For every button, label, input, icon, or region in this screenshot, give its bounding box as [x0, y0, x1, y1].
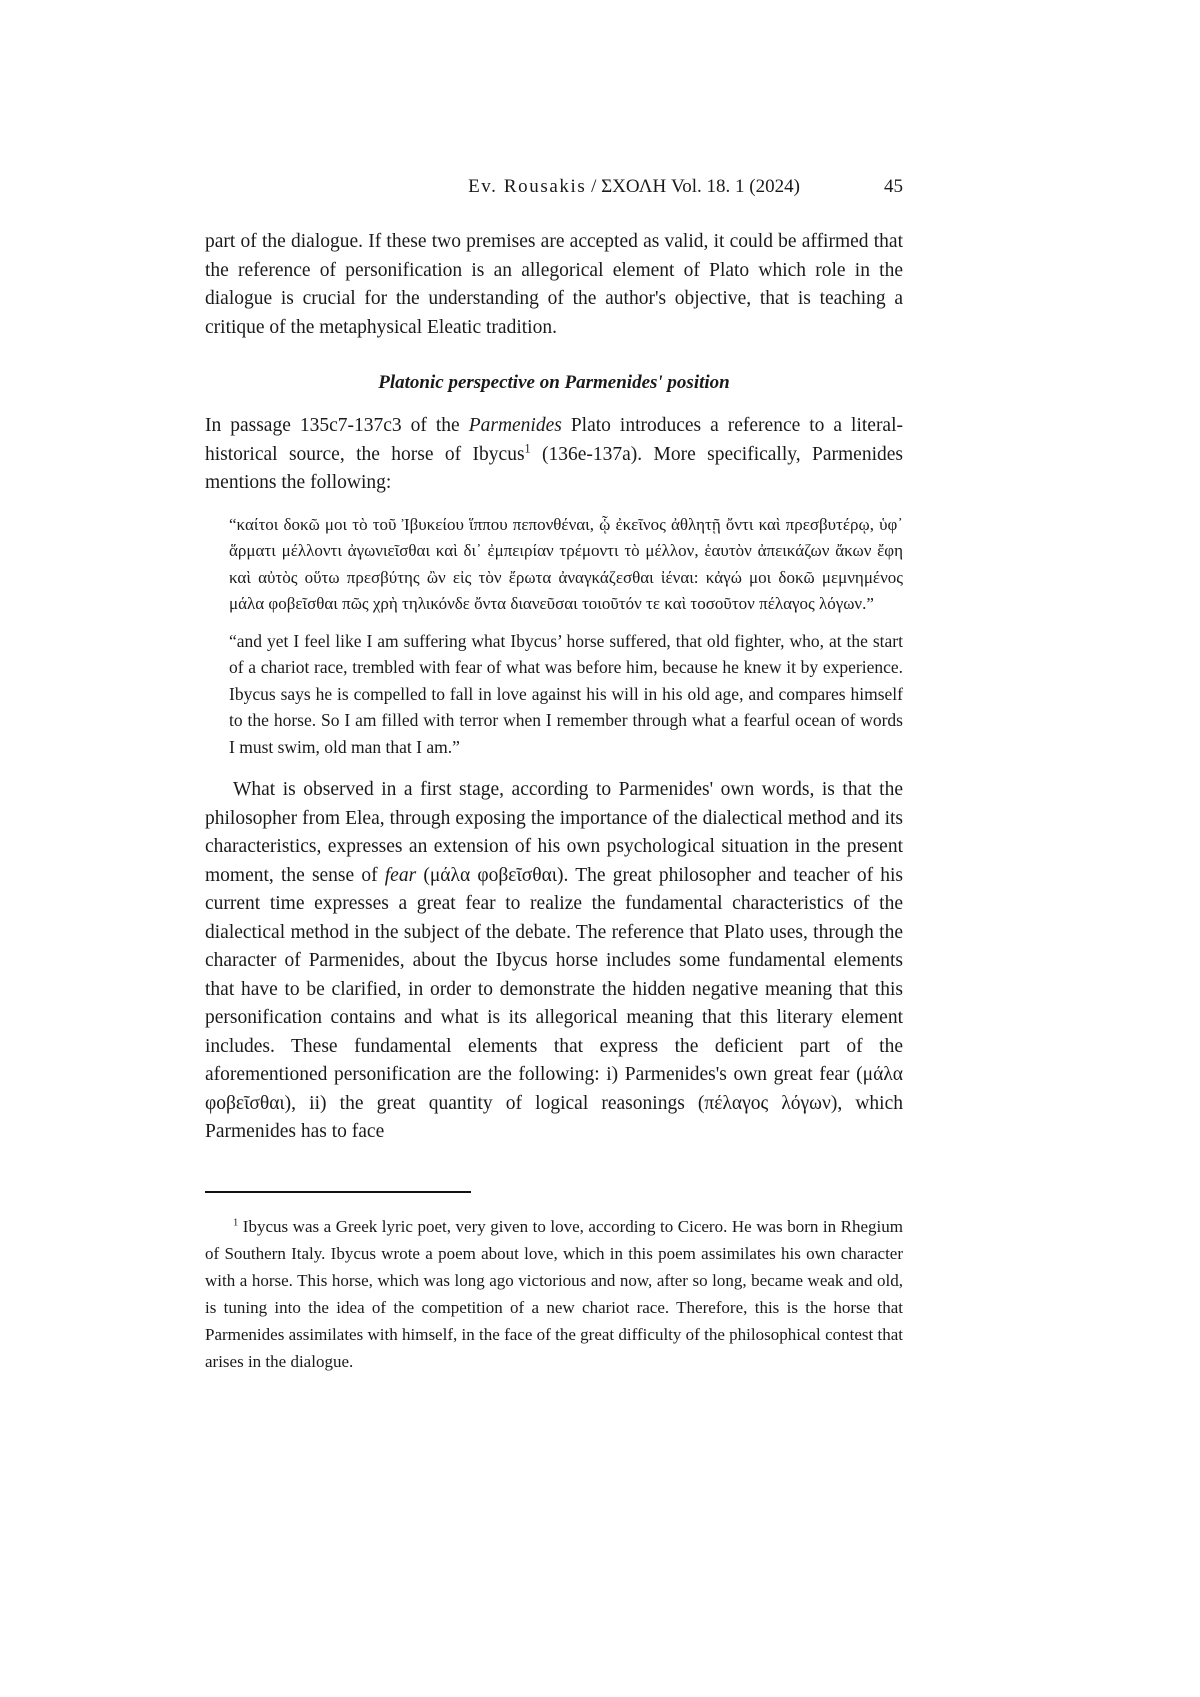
running-title: Ev. Rousakis / ΣΧΟΛΗ Vol. 18. 1 (2024) [468, 176, 800, 197]
page-header [205, 176, 903, 200]
footnote: $^1$ Ibycus was a Greek lyric poet, very given to love, according to Cicero. He was born in Rhegium of Southern Italy. Ibycus wrote a poem about love, which in this poem assimilates his own character with a horse. This horse, which was long ago victorious and now, after so long, became weak and old, is tuning into the idea of the competition of a new chariot race. Therefore, this is the horse that Parmenides assimilates with himself, in the face of the great difficulty of the philosophical contest that arises in the dialogue. [205, 1216, 903, 1371]
paragraph-analysis: What is observed in a first stage, according to Parmenides' own words, is that the philosopher from Elea, through exposing the importance of the dialectical method and its characteristics, expresses an extension of his own psychological situation in the present moment, the sense of fear (μάλα φοβεῖσθαι). The great philosopher and teacher of his current time expresses a great fear to realize the fundamental characteristics of the dialectical method in the subject of the debate. The reference that Plato uses, through the character of Parmenides, about the Ibycus horse includes some fundamental elements that have to be clarified, in order to demonstrate the hidden negative meaning that this personification contains and what is its allegorical meaning that this literary element includes. These fundamental elements that express the deficient part of the aforementioned personification are the following: i) Parmenides's own great fear (μάλα φοβεῖσθαι), ii) the great quantity of logical reasonings (πέλαγος λόγων), which Parmenides has to face [205, 779, 904, 1142]
paragraph-intro: part of the dialogue. If these two premises are accepted as valid, it could be affirmed that the reference of personification is an allegorical element of Plato which role in the dialogue is crucial for the understanding of the author's objective, that is teaching a critique of the metaphysical Eleatic tradition. [205, 231, 903, 338]
footnote-separator [205, 1191, 471, 1193]
paragraph-passage: In passage 135c7-137c3 of the Parmenides Plato introduces a reference to a literal-historical source, the horse of Ibycus$^1$ (136e-137a). More specifically, Parmenides mentions the following: [205, 415, 903, 493]
text-column [205, 176, 903, 1375]
section-heading: Platonic perspective on Parmenides' position [378, 372, 730, 393]
page-number: 45 [884, 176, 903, 197]
english-translation-quote: “and yet I feel like I am suffering what Ibycus’ horse suffered, that old fighter, who, at the start of a chariot race, trembled with fear of what was before him, because he knew it by experience. Ibycus says he is compelled to fall in love against his will in his old age, and compares himself to the horse. So I am filled with terror when I remember through what a fearful ocean of words I must swim, old man that I am.” [229, 630, 903, 757]
greek-quote: “καίτοι δοκῶ μοι τὸ τοῦ Ἰβυκείου ἵππου πεπονθέναι, ᾧ ἐκεῖνος ἀθλητῇ ὄντι καὶ πρεσβυτέρῳ, ὑφ᾽ ἅρματι μέλλοντι ἀγωνιεῖσθαι καὶ δι᾽ ἐμπειρίαν τρέμοντι τὸ μέλλον, ἑαυτὸν ἀπεικάζων ἄκων ἔφη καὶ αὐτὸς οὕτω πρεσβύτης ὢν εἰς τὸν ἔρωτα ἀναγκάζεσθαι ἰέναι: κἀγώ μοι δοκῶ μεμνημένος μάλα φοβεῖσθαι πῶς χρὴ τηλικόνδε ὄντα διανεῦσαι τοιοῦτόν τε καὶ τοσοῦτον πέλαγος λόγων.” [229, 514, 903, 613]
